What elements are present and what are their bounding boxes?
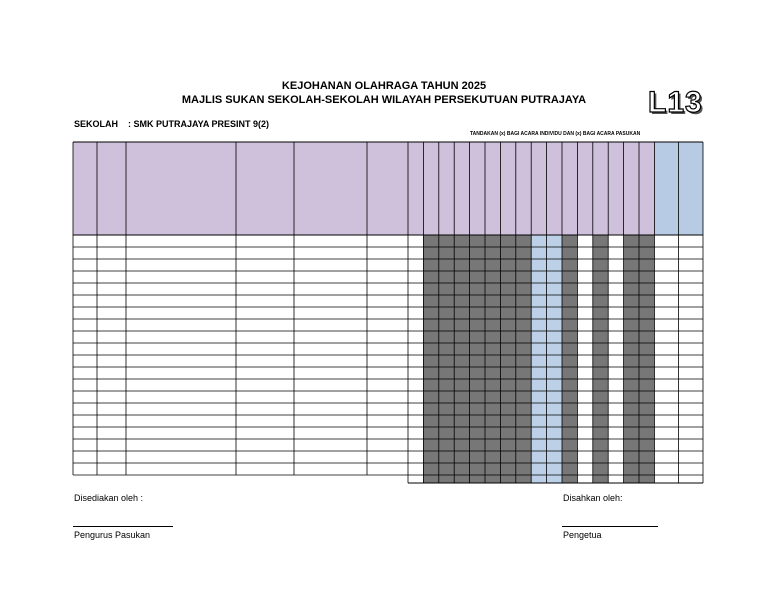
approved-by-label: Disahkan oleh: xyxy=(563,493,623,503)
form-code: L13 xyxy=(648,86,703,119)
shaded-column xyxy=(562,235,577,483)
school-value: : SMK PUTRAJAYA PRESINT 9(2) xyxy=(128,119,270,129)
prepared-by-label: Disediakan oleh : xyxy=(74,493,144,503)
shaded-column xyxy=(531,235,546,483)
prepared-signature-line xyxy=(73,526,173,527)
shaded-column xyxy=(485,235,500,483)
approved-signature-line xyxy=(562,526,658,527)
title-line-1: KEJOHANAN OLAHRAGA TAHUN 2025 xyxy=(281,80,487,92)
title-line-2: MAJLIS SUKAN SEKOLAH-SEKOLAH WILAYAH PERSEKUTUAN PUTRAJAYA xyxy=(181,94,587,106)
shaded-column xyxy=(423,235,438,483)
instruction-note: TANDAKAN (x) BAGI ACARA INDIVIDU DAN (x) BAGI ACARA PASUKAN xyxy=(470,131,641,137)
header-band-purple xyxy=(73,142,654,235)
shaded-column xyxy=(593,235,608,483)
prepared-role: Pengurus Pasukan xyxy=(74,530,151,540)
shaded-column xyxy=(516,235,531,483)
school-label: SEKOLAH xyxy=(74,119,119,129)
approved-role: Pengetua xyxy=(563,530,602,540)
shaded-column xyxy=(439,235,454,483)
shaded-column xyxy=(624,235,639,483)
shaded-column xyxy=(454,235,469,483)
shaded-column xyxy=(639,235,654,483)
shaded-column xyxy=(500,235,515,483)
shaded-column xyxy=(470,235,485,483)
shaded-column xyxy=(547,235,562,483)
